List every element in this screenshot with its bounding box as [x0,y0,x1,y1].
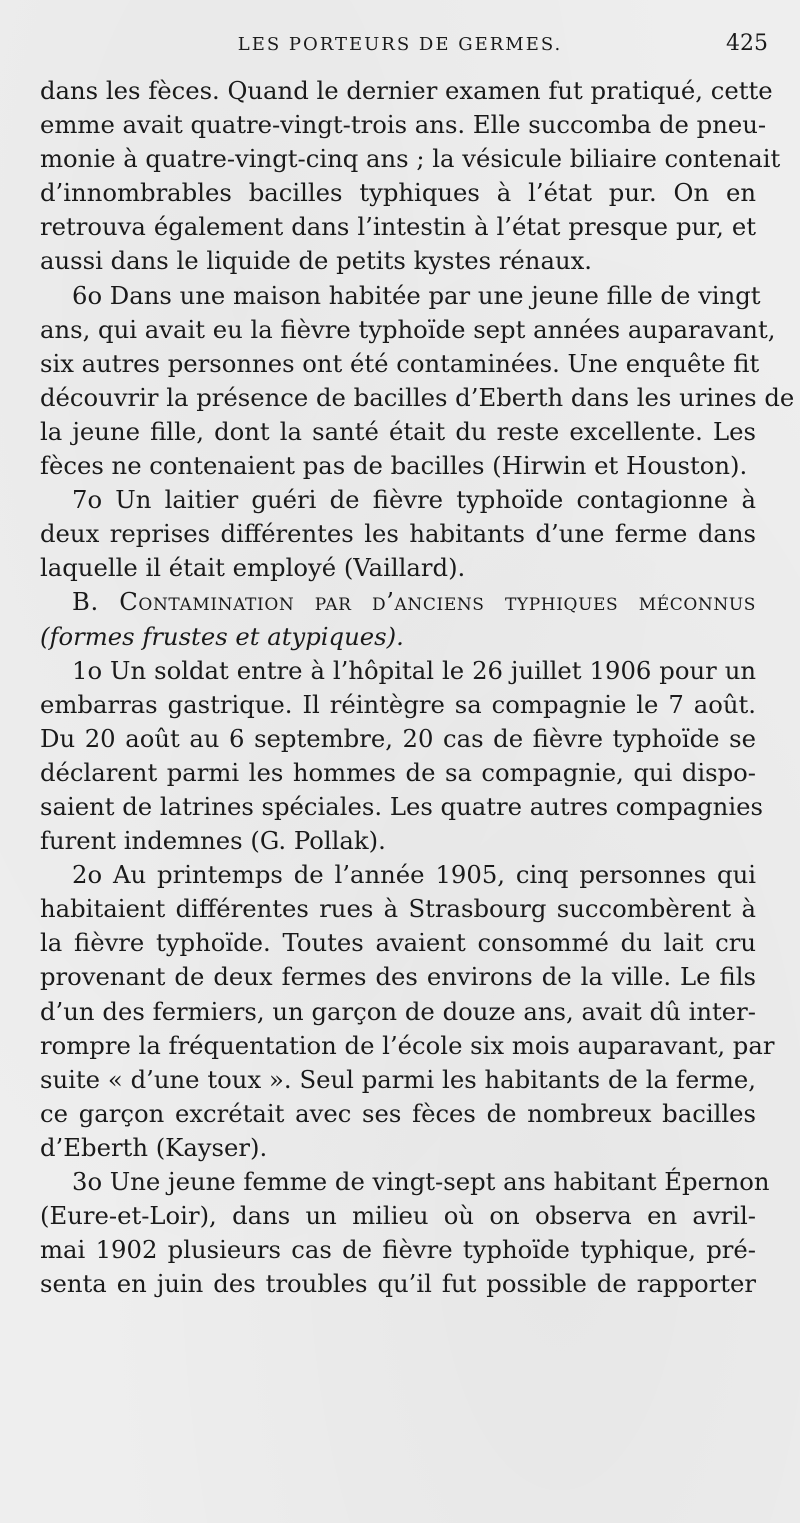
text-line: embarras gastrique. Il réintègre sa compagnie le 7 août. [40,689,756,719]
text-line: 7o Un laitier guéri de fièvre typhoïde contagionne à [72,485,756,515]
text-line: fèces ne contenaient pas de bacilles (Hirwin et Houston). [40,451,748,481]
text-line: deux reprises différentes les habitants d’une ferme dans [40,519,756,549]
text-line: provenant de deux fermes des environs de la ville. Le fils [40,962,756,992]
running-head [0,31,800,62]
text-line: Du 20 août au 6 septembre, 20 cas de fièvre typhoïde se [40,723,756,753]
text-line: dans les fèces. Quand le dernier examen fut pratiqué, cette [40,76,773,105]
body-text [40,74,795,1301]
text-line: senta en juin des troubles qu’il fut possible de rapporter [40,1269,756,1299]
text-line: 1o Un soldat entre à l’hôpital le 26 juillet 1906 pour un [72,655,756,685]
text-line: ans, qui avait eu la fièvre typhoïde sept années auparavant, [40,314,776,344]
text-line: furent indemnes (G. Pollak). [40,826,386,856]
text-line: habitaient différentes rues à Strasbourg succombèrent à [40,894,756,924]
text-line: d’innombrables bacilles typhiques à l’état pur. On en [40,178,756,208]
text-line: 3o Une jeune femme de vingt-sept ans habitant Épernon [72,1167,770,1196]
text-line: 2o Au printemps de l’année 1905, cinq personnes qui [72,860,756,890]
text-line: la fièvre typhoïde. Toutes avaient consommé du lait cru [40,928,756,958]
text-line: rompre la fréquentation de l’école six mois auparavant, par [40,1030,775,1060]
text-line: (Eure-et-Loir), dans un milieu où on observa en avril- [40,1201,756,1231]
text-line: monie à quatre-vingt-cinq ans ; la vésicule biliaire contenait [40,144,781,174]
text-line: découvrir la présence de bacilles d’Eberth dans les urines de [40,382,795,412]
text-line: la jeune fille, dont la santé était du reste excellente. Les [40,416,756,446]
text-line: suite « d’une toux ». Seul parmi les habitants de la ferme, [40,1064,756,1094]
text-line: 6o Dans une maison habitée par une jeune fille de vingt [72,280,761,310]
text-line: aussi dans le liquide de petits kystes rénaux. [40,246,593,276]
text-line: retrouva également dans l’intestin à l’état presque pur, et [40,212,756,242]
text-line: d’un des fermiers, un garçon de douze ans, avait dû inter- [40,996,756,1026]
text-line: emme avait quatre-vingt-trois ans. Elle succomba de pneu- [40,110,767,140]
text-line: laquelle il était employé (Vaillard). [40,553,466,583]
section-heading: B. Contamination par d’anciens typhiques méconnus [72,587,756,617]
running-title: LES PORTEURS DE GERMES. [237,34,563,55]
text-line: mai 1902 plusieurs cas de fièvre typhoïde typhique, pré- [40,1235,756,1265]
text-line: déclarent parmi les hommes de sa compagnie, qui dispo- [40,757,756,787]
text-line: ce garçon excrétait avec ses fèces de nombreux bacilles [40,1098,756,1128]
text-line: d’Eberth (Kayser). [40,1132,268,1162]
text-line: saient de latrines spéciales. Les quatre autres compagnies [40,791,763,821]
text-line: six autres personnes ont été contaminées. Une enquête fit [40,348,760,378]
section-subheading: (formes frustes et atypiques). [40,621,404,651]
page-number: 425 [726,31,768,56]
